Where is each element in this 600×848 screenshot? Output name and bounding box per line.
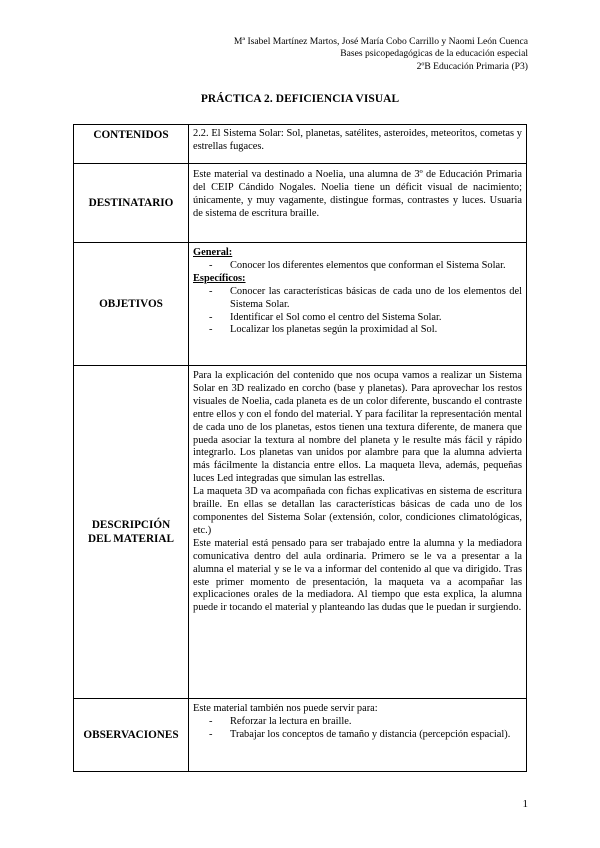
- objetivos-specific-list: [193, 286, 522, 338]
- list-item: - Identificar el Sol como el centro del Sistema Solar.: [209, 312, 522, 325]
- header-authors: Mª Isabel Martínez Martos, José María Cobo Carrillo y Naomi León Cuenca: [233, 36, 528, 47]
- label-observaciones: OBSERVACIONES: [74, 699, 189, 772]
- label-descripcion: [74, 366, 189, 699]
- practice-table: [73, 124, 527, 772]
- row-descripcion: [74, 366, 527, 699]
- page-header: [234, 36, 528, 73]
- row-objetivos: [74, 243, 527, 366]
- descripcion-paragraph-3: Este material está pensado para ser trabajado entre la alumna y la mediadora comunicativa dentro del aula ordinaria. Primero se le va a presentar a la alumna el material y se le va a informar del contenido al que va dirigido. Tras este primer momento de presentación, la maqueta va a acompañar las explicaciones orales de la mediadora. Al tiempo que esta explica, la alumna puede ir tocando el material y planteando las dudas que le puedan ir surgiendo.: [193, 537, 522, 614]
- label-destinatario: DESTINATARIO: [74, 164, 189, 243]
- content-observaciones: [189, 699, 527, 772]
- content-destinatario: Este material va destinado a Noelia, una alumna de 3º de Educación Primaria del CEIP Cándido Nogales. Noelia tiene un déficit visual de nacimiento; únicamente, y muy vagamente, distingue formas, contrastes y luces. Usuaria de sistema de escritura braille.: [189, 164, 527, 243]
- objetivos-general-list: [193, 260, 522, 273]
- page-number: 1: [522, 798, 528, 810]
- label-objetivos: OBJETIVOS: [74, 243, 189, 366]
- observaciones-intro: Este material también nos puede servir para:: [193, 703, 378, 714]
- row-destinatario: [74, 164, 527, 243]
- observaciones-list: [193, 716, 522, 742]
- row-contenidos: [74, 125, 527, 164]
- label-descripcion-line2: DEL MATERIAL: [88, 533, 174, 545]
- page-title: PRÁCTICA 2. DEFICIENCIA VISUAL: [200, 93, 400, 105]
- header-course: 2ºB Educación Primaria (P3): [416, 60, 528, 72]
- objetivos-specific-heading: Específicos:: [193, 272, 246, 284]
- content-objetivos: [189, 243, 527, 366]
- objetivos-general-heading: General:: [193, 247, 233, 258]
- content-contenidos: 2.2. El Sistema Solar: Sol, planetas, satélites, asteroides, meteoritos, cometas y estrellas fugaces.: [189, 125, 527, 164]
- descripcion-paragraph-2: La maqueta 3D va acompañada con fichas explicativas en sistema de escritura braille. En ellas se detallan las características básicas de cada uno de los componentes del Sistema Solar (extensión, color, condiciones climatológicas, etc.): [193, 486, 522, 536]
- list-item: - Reforzar la lectura en braille.: [209, 716, 522, 729]
- list-item: - Conocer las características básicas de cada uno de los elementos del Sistema Solar.: [209, 286, 522, 312]
- header-subject: Bases psicopedagógicas de la educación especial: [340, 48, 528, 60]
- list-item: - Localizar los planetas según la proximidad al Sol.: [209, 324, 522, 337]
- list-item: - Conocer los diferentes elementos que conforman el Sistema Solar.: [209, 260, 522, 273]
- content-descripcion: [189, 366, 527, 699]
- label-descripcion-line1: DESCRIPCIÓN: [91, 519, 171, 531]
- list-item: - Trabajar los conceptos de tamaño y distancia (percepción espacial).: [209, 729, 522, 742]
- descripcion-paragraph-1: Para la explicación del contenido que nos ocupa vamos a realizar un Sistema Solar en 3D realizado en corcho (base y planetas). Para aprovechar los restos visuales de Noelia, cada planeta es de un color diferente, buscando el contraste entre ellos y con el fondo del material. Y para facilitar la representación mental de cada uno de los planetas, estos tienen una textura diferente, de manera que pueda asociar la textura al nombre del planeta y le resulte más fácil y rápido integrarlo. Los planetas van unidos por alambre para que la alumna advierta más fácilmente la distancia entre ellos. La maqueta lleva, además, pequeñas luces Led integradas que simulan las estrellas.: [193, 370, 522, 485]
- row-observaciones: [74, 699, 527, 772]
- label-contenidos: CONTENIDOS: [74, 125, 189, 164]
